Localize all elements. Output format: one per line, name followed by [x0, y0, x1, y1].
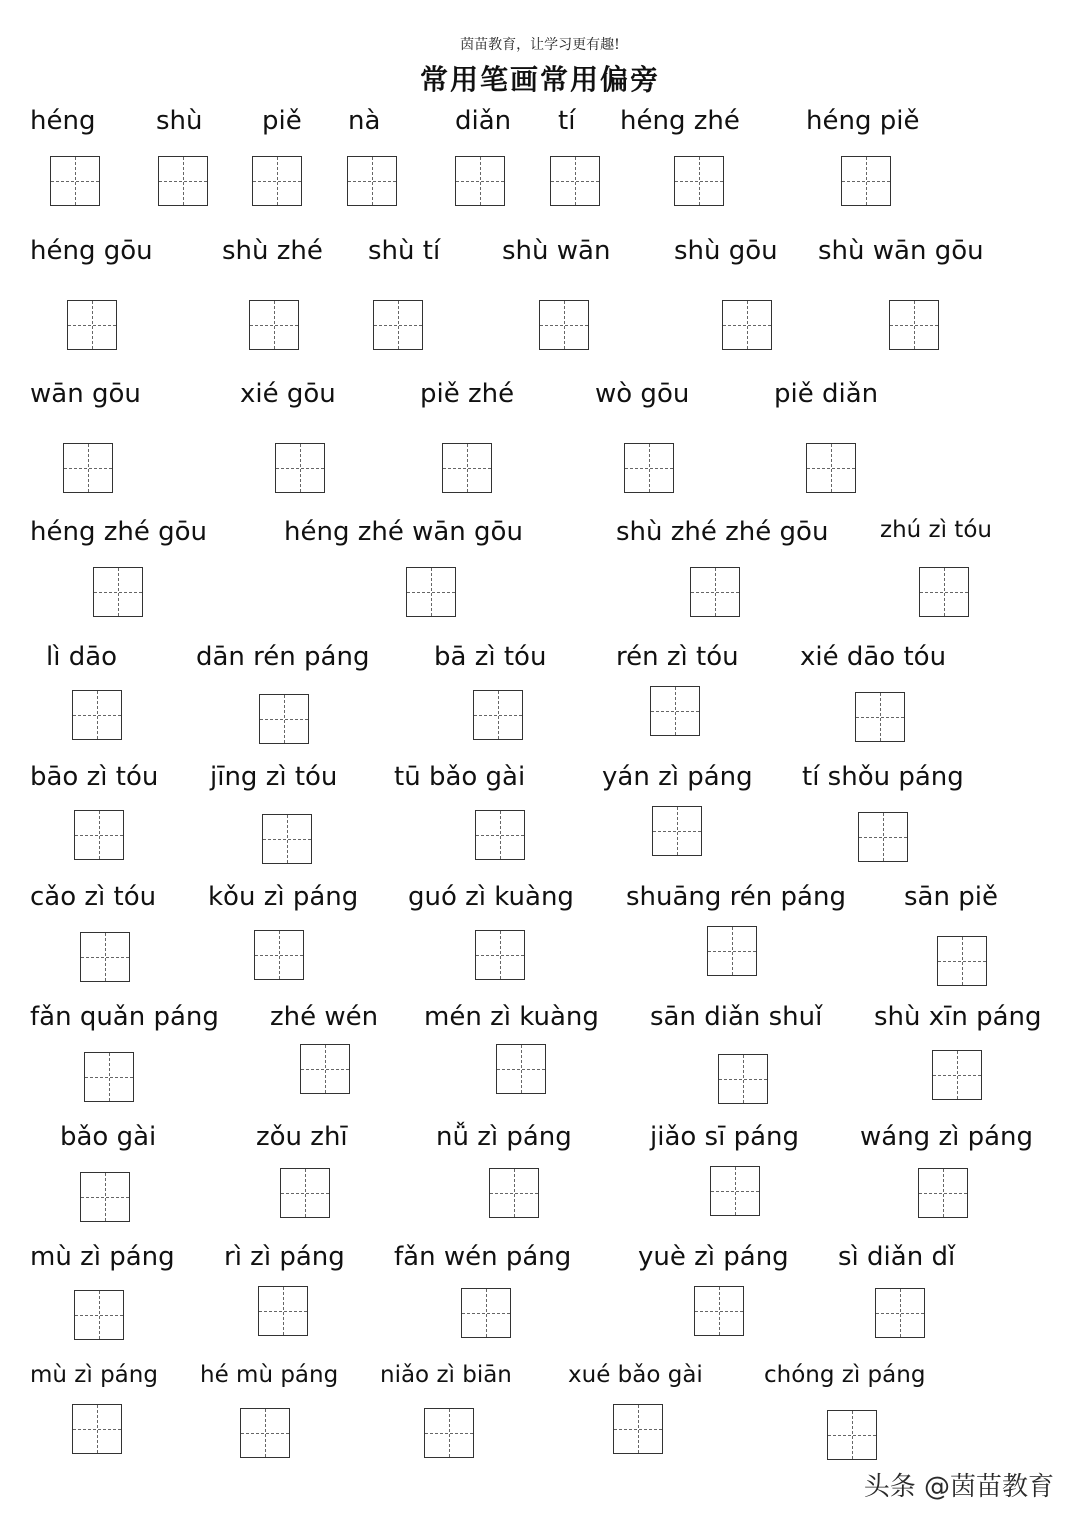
pinyin-label: wān gōu [30, 379, 141, 409]
pinyin-label: shù tí [368, 236, 441, 266]
page-title: 常用笔画常用偏旁 [419, 63, 660, 96]
tianzige-box[interactable] [690, 567, 740, 617]
pinyin-label: mù zì páng [30, 1362, 158, 1388]
pinyin-label: sì diǎn dǐ [838, 1242, 956, 1272]
tianzige-box[interactable] [718, 1054, 768, 1104]
pinyin-label: lì dāo [46, 642, 118, 672]
tianzige-box[interactable] [652, 806, 702, 856]
tianzige-box[interactable] [74, 810, 124, 860]
pinyin-label: xué bǎo gài [568, 1362, 703, 1388]
pinyin-label: wò gōu [595, 379, 690, 409]
pinyin-label: cǎo zì tóu [30, 882, 157, 912]
tianzige-box[interactable] [72, 1404, 122, 1454]
pinyin-label: shù gōu [674, 236, 778, 266]
pinyin-label: yán zì páng [602, 762, 753, 792]
tianzige-box[interactable] [858, 812, 908, 862]
tianzige-box[interactable] [63, 443, 113, 493]
tianzige-box[interactable] [74, 1290, 124, 1340]
tianzige-box[interactable] [475, 810, 525, 860]
tianzige-box[interactable] [841, 156, 891, 206]
tianzige-box[interactable] [262, 814, 312, 864]
pinyin-label: héng [30, 106, 96, 136]
pinyin-label: shù xīn páng [874, 1002, 1042, 1032]
tianzige-box[interactable] [259, 694, 309, 744]
pinyin-label: shù [156, 106, 203, 136]
tianzige-box[interactable] [249, 300, 299, 350]
tianzige-box[interactable] [473, 690, 523, 740]
pinyin-label: rì zì páng [224, 1242, 345, 1272]
tianzige-box[interactable] [252, 156, 302, 206]
pinyin-label: tí shǒu páng [802, 762, 964, 792]
tianzige-box[interactable] [918, 1168, 968, 1218]
tianzige-box[interactable] [806, 443, 856, 493]
pinyin-label: héng piě [806, 106, 920, 136]
tianzige-box[interactable] [258, 1286, 308, 1336]
tianzige-box[interactable] [158, 156, 208, 206]
pinyin-label: sān piě [904, 882, 998, 912]
pinyin-label: shù zhé zhé gōu [616, 517, 829, 547]
tianzige-box[interactable] [650, 686, 700, 736]
pinyin-label: nǚ zì páng [436, 1122, 572, 1152]
tianzige-box[interactable] [80, 1172, 130, 1222]
pinyin-label: shù wān gōu [818, 236, 984, 266]
pinyin-label: rén zì tóu [616, 642, 739, 672]
tianzige-box[interactable] [424, 1408, 474, 1458]
tianzige-box[interactable] [710, 1166, 760, 1216]
tianzige-box[interactable] [254, 930, 304, 980]
tianzige-box[interactable] [707, 926, 757, 976]
tianzige-box[interactable] [674, 156, 724, 206]
pinyin-label: bǎo gài [60, 1122, 157, 1152]
tianzige-box[interactable] [50, 156, 100, 206]
tianzige-box[interactable] [240, 1408, 290, 1458]
pinyin-label: yuè zì páng [638, 1242, 789, 1272]
pinyin-label: jiǎo sī páng [650, 1122, 800, 1152]
page-header: 茵苗教育，让学习更有趣! [460, 37, 620, 53]
pinyin-label: bāo zì tóu [30, 762, 159, 792]
tianzige-box[interactable] [539, 300, 589, 350]
pinyin-label: héng zhé wān gōu [284, 517, 523, 547]
pinyin-label: héng gōu [30, 236, 153, 266]
tianzige-box[interactable] [550, 156, 600, 206]
tianzige-box[interactable] [373, 300, 423, 350]
pinyin-label: sān diǎn shuǐ [650, 1002, 823, 1032]
tianzige-box[interactable] [275, 443, 325, 493]
tianzige-box[interactable] [489, 1168, 539, 1218]
pinyin-label: mù zì páng [30, 1242, 175, 1272]
pinyin-label: zǒu zhī [256, 1122, 348, 1152]
tianzige-box[interactable] [406, 567, 456, 617]
pinyin-label: piě diǎn [774, 379, 879, 409]
pinyin-label: piě [262, 106, 302, 136]
tianzige-box[interactable] [827, 1410, 877, 1460]
tianzige-box[interactable] [624, 443, 674, 493]
tianzige-box[interactable] [613, 1404, 663, 1454]
tianzige-box[interactable] [84, 1052, 134, 1102]
pinyin-label: shù wān [502, 236, 611, 266]
pinyin-label: bā zì tóu [434, 642, 547, 672]
pinyin-label: héng zhé gōu [30, 517, 207, 547]
pinyin-label: tū bǎo gài [394, 762, 526, 792]
tianzige-box[interactable] [347, 156, 397, 206]
tianzige-box[interactable] [932, 1050, 982, 1100]
pinyin-label: guó zì kuàng [408, 882, 574, 912]
tianzige-box[interactable] [93, 567, 143, 617]
watermark: 头条 @茵苗教育 [863, 1472, 1054, 1502]
pinyin-label: xié gōu [240, 379, 336, 409]
pinyin-label: fǎn wén páng [394, 1242, 572, 1272]
pinyin-label: dān rén páng [196, 642, 370, 672]
pinyin-label: fǎn quǎn páng [30, 1002, 219, 1032]
tianzige-box[interactable] [455, 156, 505, 206]
tianzige-box[interactable] [80, 932, 130, 982]
tianzige-box[interactable] [300, 1044, 350, 1094]
tianzige-box[interactable] [722, 300, 772, 350]
pinyin-label: wáng zì páng [860, 1122, 1033, 1152]
pinyin-label: zhé wén [270, 1002, 379, 1032]
pinyin-label: shù zhé [222, 236, 323, 266]
tianzige-box[interactable] [72, 690, 122, 740]
tianzige-box[interactable] [67, 300, 117, 350]
tianzige-box[interactable] [855, 692, 905, 742]
pinyin-label: diǎn [455, 106, 512, 136]
pinyin-label: jīng zì tóu [210, 762, 338, 792]
pinyin-label: zhú zì tóu [880, 517, 992, 543]
tianzige-box[interactable] [461, 1288, 511, 1338]
tianzige-box[interactable] [889, 300, 939, 350]
tianzige-box[interactable] [937, 936, 987, 986]
pinyin-label: hé mù páng [200, 1362, 339, 1388]
pinyin-label: shuāng rén páng [626, 882, 846, 912]
pinyin-label: héng zhé [620, 106, 740, 136]
pinyin-label: xié dāo tóu [800, 642, 947, 672]
tianzige-box[interactable] [280, 1168, 330, 1218]
pinyin-label: chóng zì páng [764, 1362, 926, 1388]
pinyin-label: tí [558, 106, 576, 136]
tianzige-box[interactable] [694, 1286, 744, 1336]
pinyin-label: niǎo zì biān [380, 1362, 512, 1388]
pinyin-label: kǒu zì páng [208, 882, 359, 912]
pinyin-label: mén zì kuàng [424, 1002, 599, 1032]
tianzige-box[interactable] [875, 1288, 925, 1338]
tianzige-box[interactable] [475, 930, 525, 980]
tianzige-box[interactable] [442, 443, 492, 493]
pinyin-label: nà [348, 106, 381, 136]
pinyin-label: piě zhé [420, 379, 515, 409]
tianzige-box[interactable] [919, 567, 969, 617]
tianzige-box[interactable] [496, 1044, 546, 1094]
